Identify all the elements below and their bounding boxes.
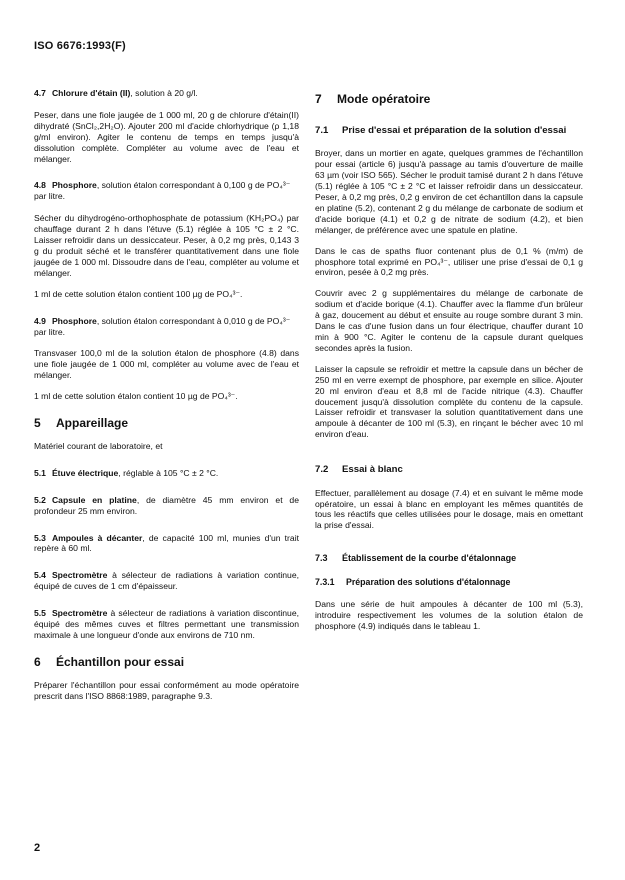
clause-number: 4.9 [34,315,46,326]
subsection-7-1-heading [315,125,583,137]
section-number: 7 [315,92,322,106]
left-column [34,88,299,712]
clause-number: 4.8 [34,180,46,191]
clause-5-4 [34,570,299,592]
clause-title-rest: , solution à 20 g/l. [130,88,198,98]
section-5-heading [34,418,299,429]
clause-title: Phosphore [51,315,97,326]
subsubsection-number: 7.3.1 [315,576,335,587]
section-title: Échantillon pour essai [56,654,185,669]
subsection-title: Essai à blanc [342,464,403,476]
paragraph: Couvrir avec 2 g supplémentaires du mélange de carbonate de sodium et d'acide borique (4.1). Chauffer avec la flamme d'un brûleur à gaz, doucement au début et ensuite au rouge sombre durant 3 min. Dans le cas d'une fusion dans un four électrique, chauffer durant 10 min à 900 °C. Agiter le contenu de la capsule durant quelques secondes après la fusion. [315,288,583,353]
clause-title: Spectromètre [51,570,108,581]
clause-number: 5.5 [34,608,46,619]
clause-5-1 [34,468,299,479]
paragraph: Dans le cas de spaths fluor contenant plus de 0,1 % (m/m) de phosphore total exprimé en PO₄³⁻, utiliser une prise d'essai de 0,1 g environ, pesée à 0,2 mg près. [315,245,583,278]
clause-5-5 [34,608,299,641]
clause-title: Ampoules à décanter [51,532,143,543]
section-number: 6 [34,654,41,669]
clause-text: , de capacité 100 ml, munies d'un trait repère à 60 ml. [34,532,299,554]
clause-title: Étuve électrique [51,467,119,478]
paragraph: Broyer, dans un mortier en agate, quelques grammes de l'échantillon pour essai (article 6) jusqu'à passage au tamis d'ouverture de maille 63 µm (voir ISO 565). Sécher le produit tamisé durant 2 h dans l'étuve (5.1) réglée à 105 °C ± 2 °C et laisser refroidir dans un dessiccateur. Peser, à 0,2 mg près, 0,2 g environ de cet échantillon dans la capsule en platine (5.2), contenant 2 g du mélange de carbonate de sodium et d'acide borique (4.1) et 0,2 g de nitrate de sodium (4.2), et bien mélanger, de préférence avec une spatule en platine. [315,148,583,235]
clause-title: Phosphore [51,180,97,191]
paragraph: Peser, dans une fiole jaugée de 1 000 ml, 20 g de chlorure d'étain(II) dihydraté (SnCl₂,2H₂O). Ajouter 200 ml d'acide chlorhydrique (ρ 1,18 g/ml environ). Agiter le contenu de temps en temps jusqu'à dissolution complète. Compléter au volume avec de l'eau et mélanger. [34,109,299,164]
paragraph: Sécher du dihydrogéno-orthophosphate de potassium (KH₂PO₄) par chauffage durant 2 h dans l'étuve (5.1) réglée à 105 °C ± 2 °C. Laisser refroidir dans un dessiccateur. Peser, à 0,2 mg près, 0,143 3 g du produit séché et le transférer quantitativement dans une fiole jaugée de 1 000 ml. Dissoudre dans de l'eau, compléter au volume et mélanger. [34,213,299,278]
paragraph: Dans une série de huit ampoules à décanter de 100 ml (5.3), introduire respectivement les volumes de la solution étalon de phosphore (4.9) indiqués dans le tableau 1. [315,598,583,631]
clause-text: à sélecteur de radiations à variation discontinue, équipé des mêmes cuves et filtres permettant une transmission maximale à une longueur d'onde aux environs de 710 nm. [34,608,299,640]
subsection-number: 7.2 [315,464,329,476]
paragraph: 1 ml de cette solution étalon contient 100 µg de PO₄³⁻. [34,288,243,299]
page-number: 2 [34,842,41,854]
paragraph: Préparer l'échantillon pour essai conformément au mode opératoire prescrit dans l'ISO 8868:1989, paragraphe 9.3. [34,679,299,701]
section-7-heading [315,94,583,105]
subsection-number: 7.3 [315,553,328,564]
clause-text: , de diamètre 45 mm environ et de profondeur 25 mm environ. [34,494,299,516]
subsection-title: Établissement de la courbe d'étalonnage [342,553,517,564]
subsubsection-7-3-1-heading [315,577,583,588]
clause-4-9 [34,316,299,402]
section-title: Appareillage [56,416,129,431]
clause-text: à sélecteur de radiations à variation continue, équipé de cuves de 1 cm d'épaisseur. [34,570,299,592]
subsection-7-3-heading [315,553,583,565]
clause-5-3 [34,533,299,555]
clause-title-rest: , solution étalon correspondant à 0,010 g de PO₄³⁻ par litre. [34,315,291,337]
clause-5-2 [34,495,299,517]
paragraph: Transvaser 100,0 ml de la solution étalon de phosphore (4.8) dans une fiole jaugée de 1 000 ml, compléter au volume avec de l'eau et mélanger. [34,348,299,381]
clause-title: Chlorure d'étain (II) [51,88,131,98]
clause-title: Spectromètre [51,608,108,619]
section-number: 5 [34,416,41,431]
section-title: Mode opératoire [337,92,431,106]
subsection-title: Prise d'essai et préparation de la solution d'essai [342,124,567,136]
paragraph: Laisser la capsule se refroidir et mettre la capsule dans un bécher de 250 ml en verre exempt de phosphore, par exemple en silice. Ajouter 20 ml environ d'eau et 8,8 ml de l'acide nitrique (4.3). Chauffer doucement jusqu'à dissolution complète du contenu de la capsule. Laisser refroidir et transvaser la solution quantitativement dans une ampoule à décanter de 100 ml (5.3), en rinçant le bécher avec 10 ml environ d'eau. [315,363,583,440]
clause-text: , réglable à 105 °C ± 2 °C. [118,467,219,478]
clause-title-rest: , solution étalon correspondant à 0,100 g de PO₄³⁻ par litre. [34,180,291,202]
document-header: ISO 6676:1993(F) [34,40,126,52]
clause-title: Capsule en platine [51,494,137,505]
clause-4-8 [34,180,299,299]
paragraph: Matériel courant de laboratoire, et [34,440,163,451]
right-column [315,88,583,641]
subsubsection-title: Préparation des solutions d'étalonnage [346,576,511,587]
clause-4-7 [34,88,299,164]
paragraph: Effectuer, parallèlement au dosage (7.4) et en suivant le même mode opératoire, un essai à blanc en employant les mêmes quantités de tous les réactifs que celles utilisées pour le dosage, mais en omettant la prise d'essai. [315,487,583,531]
paragraph: 1 ml de cette solution étalon contient 10 µg de PO₄³⁻. [34,391,238,402]
clause-number: 5.2 [34,494,46,505]
section-6-heading [34,654,299,669]
subsection-number: 7.1 [315,124,329,136]
clause-number: 5.4 [34,570,46,581]
clause-number: 4.7 [34,88,46,98]
clause-number: 5.1 [34,467,46,478]
clause-number: 5.3 [34,532,46,543]
subsection-7-2-heading [315,464,583,476]
